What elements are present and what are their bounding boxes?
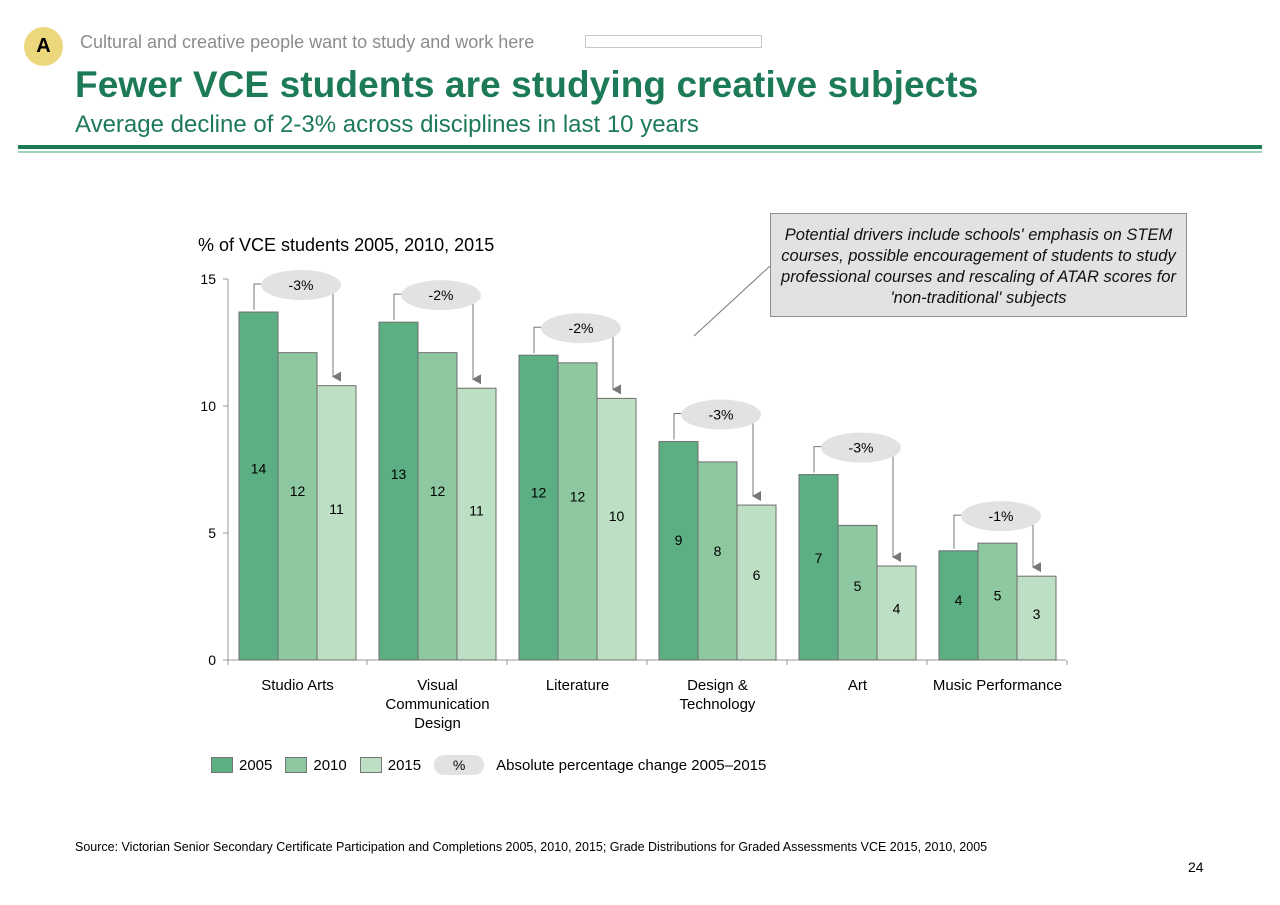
x-axis-category-label: Design & [687, 677, 748, 694]
change-pill-label: -2% [428, 287, 454, 304]
x-axis-category-label: Studio Arts [261, 677, 334, 694]
y-axis-tick-label: 0 [208, 652, 216, 668]
bar-2005 [799, 475, 838, 660]
callout-pointer [694, 266, 770, 336]
bar-value-label: 13 [390, 466, 407, 483]
change-pill-label: -3% [288, 277, 314, 294]
legend-label-2015: 2015 [387, 756, 422, 774]
bar-2005 [239, 312, 278, 660]
bar-2010 [278, 353, 317, 660]
page-title: Fewer VCE students are studying creative subjects [75, 64, 979, 105]
bar-2015 [597, 398, 636, 660]
legend-swatch-2005 [211, 757, 233, 773]
bar-2010 [418, 353, 457, 660]
y-axis-tick-label: 10 [200, 398, 216, 414]
bar-value-label: 4 [954, 591, 963, 608]
bar-value-label: 11 [329, 501, 344, 518]
bar-value-label: 12 [289, 482, 306, 499]
legend-swatch-2015 [360, 757, 382, 773]
bar-value-label: 12 [530, 484, 547, 501]
section-title: Cultural and creative people want to study and work here [80, 32, 535, 52]
bar-value-label: 12 [569, 488, 586, 505]
legend-label-2005: 2005 [239, 756, 273, 774]
x-axis-category-label: Art [847, 677, 868, 694]
bar-2015 [317, 386, 356, 660]
bar-value-label: 12 [429, 482, 446, 499]
y-axis-tick-label: 15 [200, 271, 216, 287]
bar-2005 [659, 442, 698, 660]
page-number: 24 [1188, 859, 1204, 875]
chart-title: % of VCE students 2005, 2010, 2015 [198, 235, 495, 255]
bar-value-label: 9 [674, 531, 683, 548]
x-axis-category-label: Literature [545, 677, 610, 694]
change-pill-label: -3% [708, 406, 734, 423]
bar-value-label: 3 [1032, 605, 1041, 622]
callout-box: Potential drivers include schools' emphasis on STEM courses, possible encouragement of students to study professional courses and rescaling of ATAR scores for 'non-traditional' subjects [770, 213, 1187, 317]
page-subtitle: Average decline of 2-3% across disciplines in last 10 years [75, 111, 699, 138]
bar-value-label: 8 [713, 543, 722, 560]
section-badge: A [24, 27, 63, 66]
change-pill-label: -3% [848, 439, 874, 456]
bar-value-label: 7 [814, 550, 823, 567]
bar-2005 [379, 322, 418, 660]
bar-value-label: 11 [469, 502, 484, 519]
bar-2010 [698, 462, 737, 660]
bar-2015 [457, 388, 496, 660]
bar-value-label: 5 [993, 587, 1002, 604]
bar-2005 [519, 355, 558, 660]
x-axis-category-label: Technology [679, 696, 756, 713]
x-axis-category-label: Design [414, 715, 461, 732]
x-axis-category-label: Communication [385, 696, 490, 713]
change-pill-label: -1% [988, 508, 1014, 525]
bar-value-label: 14 [250, 460, 267, 477]
legend-change-pill: % [434, 755, 484, 775]
x-axis-category-label: Visual [417, 677, 458, 694]
change-pill-label: -2% [568, 320, 594, 337]
y-axis-tick-label: 5 [208, 525, 216, 541]
x-axis-category-label: Music Performance [932, 677, 1063, 694]
bar-value-label: 6 [752, 566, 761, 583]
bar-value-label: 4 [892, 600, 901, 617]
legend [211, 753, 779, 777]
legend-change-label: Absolute percentage change 2005–2015 [496, 756, 767, 774]
source-note: Source: Victorian Senior Secondary Certificate Participation and Completions 2005, 2010, 2015; Grade Distributions for Graded Assessments VCE 2015, 2010, 2005 [75, 840, 988, 854]
bar-value-label: 10 [608, 508, 625, 525]
legend-label-2010: 2010 [313, 756, 347, 774]
bar-value-label: 5 [853, 577, 862, 594]
bar-2010 [558, 363, 597, 660]
legend-swatch-2010 [285, 757, 307, 773]
